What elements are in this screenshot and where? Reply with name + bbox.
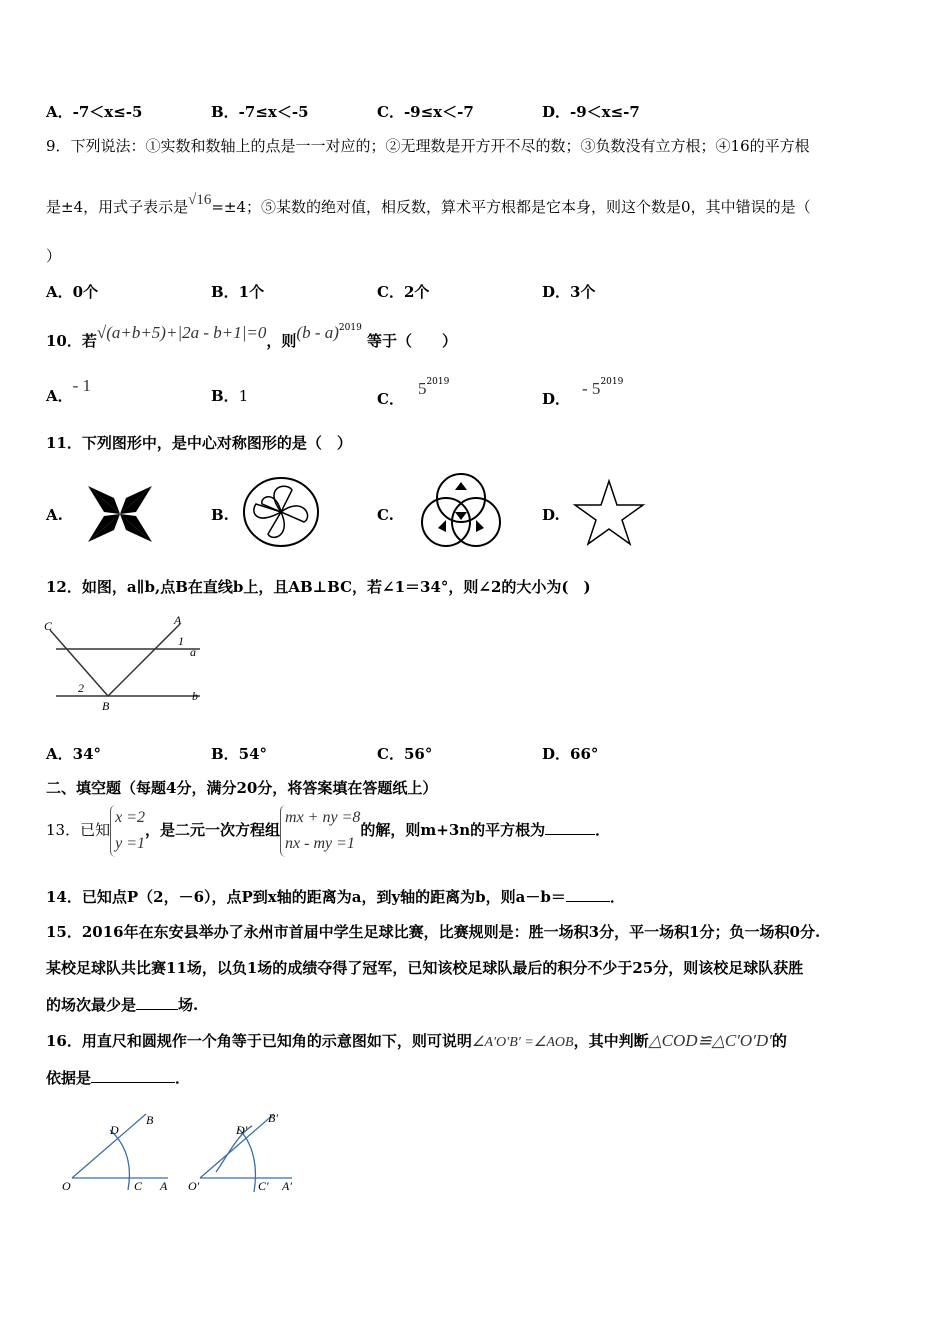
q9-line3: ） [46, 247, 62, 265]
q9-line2 [46, 192, 811, 218]
q11-label-b: B. [211, 506, 229, 524]
label-d-prime: D′ [236, 1123, 248, 1137]
eq: nx - my =1 [285, 835, 355, 852]
q10-mid: ，则 [266, 332, 297, 350]
q13-system1 [110, 805, 145, 857]
q10-expr: √(a+b+5)+|2a - b+1|=0 [96, 323, 267, 342]
option-value: 1 [238, 387, 249, 405]
label-angle2: 2 [78, 681, 84, 695]
label-angle1: 1 [178, 634, 184, 648]
option-label: C． [377, 390, 404, 408]
label-d: D [110, 1123, 119, 1137]
q9-option-b: B．1个 [211, 283, 265, 301]
q11-label-a: A. [46, 506, 63, 524]
figure-bauhinia-emblem [242, 476, 320, 548]
label-line-a: a [190, 645, 196, 659]
q8-option-a: A．-7＜x≤-5 [46, 103, 143, 121]
figure-star [572, 478, 646, 546]
q12-option-d: D．66° [542, 745, 599, 763]
q15-line3b: 场. [178, 996, 199, 1014]
option-label: A． [46, 387, 73, 405]
q16-line1a: 16．用直尺和圆规作一个角等于已知角的示意图如下，则可说明 [46, 1032, 472, 1050]
label-c: C [134, 1179, 143, 1193]
q10-prefix: 10．若 [46, 332, 97, 350]
q16-expr2: △COD≌△C′O′D′ [648, 1031, 772, 1050]
label-a: A [160, 1179, 168, 1193]
eq: x =2 [115, 809, 145, 826]
q10-option-b [211, 386, 248, 406]
q9-line2a: 是±4，用式子表示是 [46, 198, 189, 216]
q8-option-c: C．-9≤x＜-7 [377, 103, 474, 121]
label-o-prime: O′ [188, 1179, 200, 1193]
label-c-prime: C′ [258, 1179, 269, 1193]
q11-question: 11．下列图形中，是中心对称图形的是（ ） [46, 434, 352, 452]
q15-line3 [46, 995, 198, 1015]
q13-prefix: 13．已知 [46, 821, 111, 839]
q13-mid: ，是二元一次方程组 [145, 821, 281, 839]
q14-end: ． [609, 888, 625, 906]
eq: y =1 [115, 835, 145, 852]
label-a-point: A [174, 613, 182, 627]
section-heading: 二、填空题（每题4分，满分20分，将答案填在答题纸上） [46, 779, 438, 797]
q9-line2b: =±4；⑤某数的绝对值，相反数，算术平方根都是它本身，则这个数是0，其中错误的是（ [211, 198, 811, 216]
eq: mx + ny =8 [285, 809, 361, 826]
q9-sqrt: √16 [188, 192, 212, 208]
q10-option-d [542, 377, 624, 409]
option-value: - 1 [72, 376, 92, 395]
q11-label-d: D. [542, 506, 560, 524]
q16-line1c: 的 [771, 1032, 787, 1050]
q10-suffix: 等于（ ） [367, 332, 458, 350]
q10-option-c [377, 377, 450, 409]
q11-label-c: C. [377, 506, 394, 524]
q16-line2 [46, 1068, 190, 1088]
q15-line1: 15．2016年在东安县举办了永州市首届中学生足球比赛，比赛规则是：胜一场积3分，平一场积1分；负一场积0分. [46, 923, 821, 941]
q13-end: ． [595, 821, 611, 839]
label-b-prime: B′ [268, 1111, 278, 1125]
q10-expr2: (b - a) [296, 323, 339, 342]
q9-option-c: C．2个 [377, 283, 430, 301]
q13-system2 [280, 805, 360, 857]
option-value: 5 [417, 379, 427, 398]
q15-answer-blank[interactable] [136, 995, 178, 1010]
q16-figure-original [58, 1108, 178, 1200]
q14-question [46, 887, 625, 907]
q10-exp: 2019 [338, 323, 362, 333]
option-label: B． [211, 387, 239, 405]
q16-expr1: ∠A′O′B′ =∠AOB [471, 1035, 574, 1050]
label-b: B [146, 1113, 154, 1127]
q16-line2-text: 依据是 [46, 1069, 92, 1087]
figure-four-petal [84, 482, 156, 546]
label-c: C [44, 619, 53, 633]
q15-line2: 某校足球队共比赛11场，以负1场的成绩夺得了冠军，已知该校足球队最后的积分不少于25分，则该校足球队获胜 [46, 959, 804, 977]
q12-figure [40, 612, 210, 712]
figure-triquetra [416, 468, 506, 548]
q8-option-b: B．-7≤x＜-5 [211, 103, 309, 121]
option-exp: 2019 [600, 377, 624, 387]
q16-answer-blank[interactable] [91, 1068, 175, 1083]
q16-line1b: ，其中判断 [573, 1032, 649, 1050]
q16-line1 [46, 1031, 787, 1053]
q13-suffix: 的解，则m+3n的平方根为 [360, 821, 546, 839]
label-line-b: b [192, 689, 198, 703]
q12-option-a: A．34° [46, 745, 102, 763]
q12-option-b: B．54° [211, 745, 268, 763]
q16-figure-copy [186, 1108, 306, 1200]
q8-option-d: D．-9＜x≤-7 [542, 103, 640, 121]
q9-line1: 9．下列说法：①实数和数轴上的点是一一对应的；②无理数是开方开不尽的数；③负数没有立方根；④16的平方根 [46, 137, 810, 155]
q10-question [46, 323, 458, 351]
q12-option-c: C．56° [377, 745, 433, 763]
option-exp: 2019 [426, 377, 450, 387]
label-o: O [62, 1179, 71, 1193]
q14-text: 14．已知点P（2，－6），点P到x轴的距离为a，到y轴的距离为b，则a－b＝ [46, 888, 566, 906]
q9-option-a: A．0个 [46, 283, 99, 301]
q10-option-a [46, 376, 92, 406]
q9-option-d: D．3个 [542, 283, 596, 301]
q15-line3a: 的场次最少是 [46, 996, 137, 1014]
q14-answer-blank[interactable] [566, 887, 610, 902]
option-value: - 5 [582, 379, 601, 398]
option-label: D． [542, 390, 571, 408]
label-b-point: B [102, 699, 110, 712]
q12-question: 12．如图，a∥b,点B在直线b上，且AB⊥BC，若∠1＝34°，则∠2的大小为( ) [46, 578, 591, 596]
q13-question [46, 802, 610, 858]
q16-end: ． [175, 1069, 191, 1087]
q13-answer-blank[interactable] [545, 820, 595, 835]
label-a-prime: A′ [282, 1179, 292, 1193]
